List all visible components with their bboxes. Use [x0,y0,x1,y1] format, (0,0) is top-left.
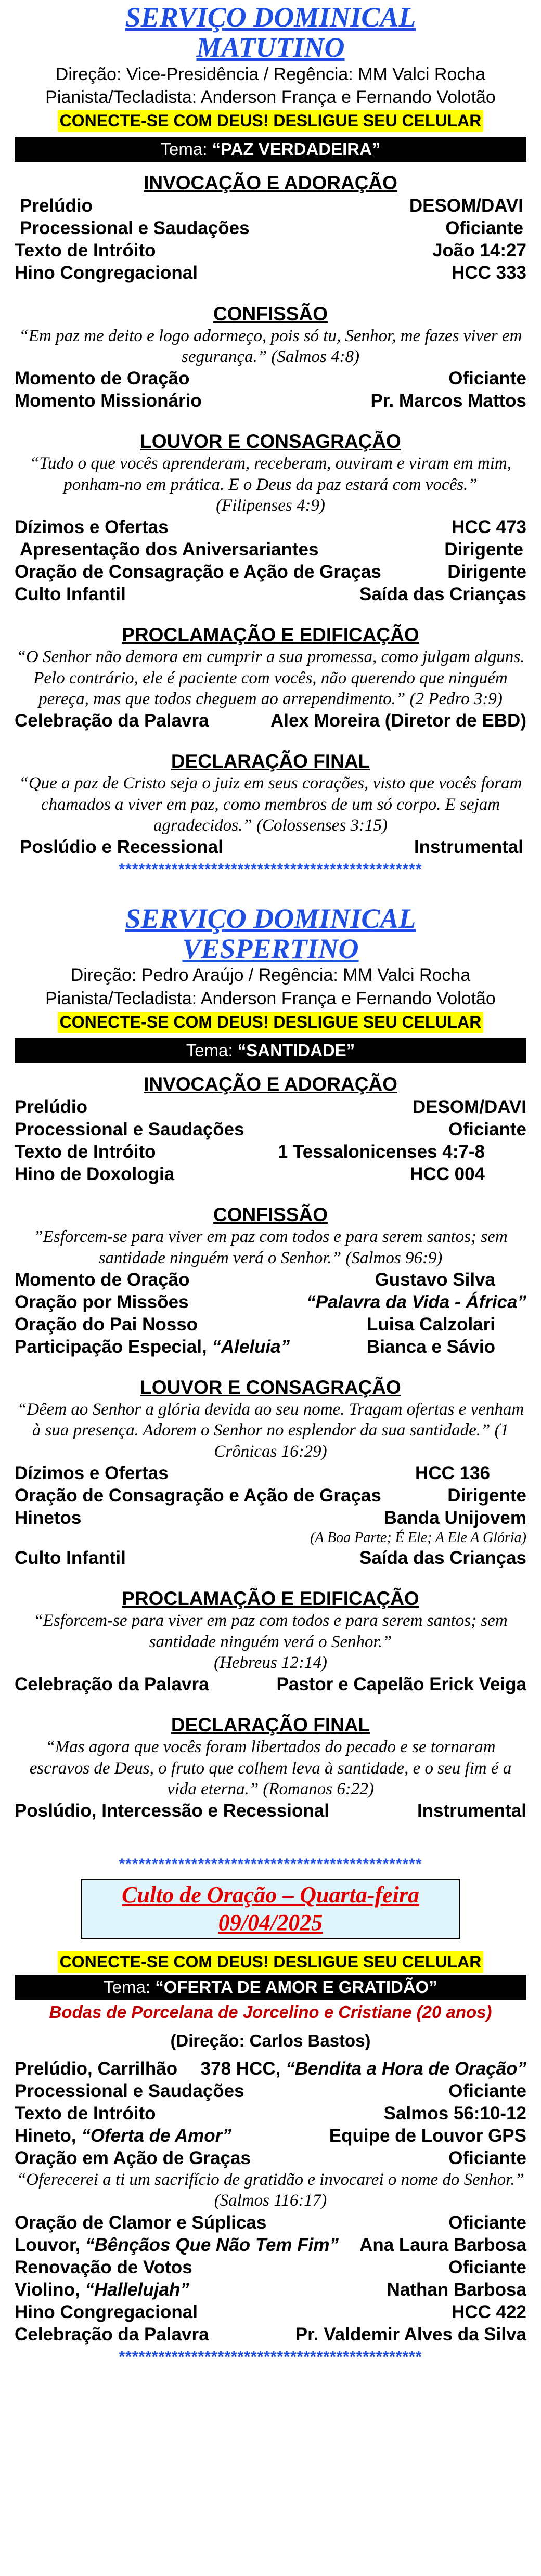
list-item: Hino de Doxologia HCC 004 [15,1164,485,1185]
oracao-verse: “Oferecerei a ti um sacrifício de gratidão e invocarei o nome do Senhor.” (Salmos 116:17) [16,2170,525,2210]
matutino-louvor-verse-ref: (Filipenses 4:9) [216,496,325,515]
matutino-confissao-verse: “Em paz me deito e logo adormeço, pois só tu, Senhor, me fazes viver em segurança.” (Salmos 4:8) [19,326,522,366]
matutino-title-line1: SERVIÇO DOMINICAL [125,2,416,33]
list-item: Momento Missionário Pr. Marcos Mattos [15,391,526,411]
vespertino-louvor-verse: “Dêem ao Senhor a glória devida ao seu nome. Tragam ofertas e venham à sua presença. Adorem o Senhor no esplendor da sua santidade.” (1 Crônicas 16:29) [17,1400,524,1461]
matutino-title-line2: MATUTINO [196,32,345,63]
vespertino-star-divider: ********************************************** [119,1856,422,1873]
vespertino-confissao-heading: CONFISSÃO [213,1204,328,1226]
list-item: Oração em Ação de Graças Oficiante [15,2147,526,2168]
vespertino-proclamacao-verse: “Esforcem-se para viver em paz com todos e para serem santos; sem santidade ninguém verá o Senhor.” [33,1611,508,1651]
matutino-star-divider: ********************************************** [119,861,422,878]
oracao-direcao: (Direção: Carlos Bastos) [170,2030,371,2050]
matutino-theme-label: Tema: [160,139,212,159]
vespertino-direcao: Direção: Pedro Araújo / Regência: MM Valci Rocha [70,965,471,986]
list-item: Oração de Consagração e Ação de Graças Dirigente [15,562,526,582]
list-item: Dízimos e Ofertas HCC 136 [15,1462,490,1483]
list-item: Celebração da Palavra Pastor e Capelão Erick Veiga [15,1674,526,1695]
matutino-declaracao-verse: “Que a paz de Cristo seja o juiz em seus corações, visto que vocês foram chamados a viver em paz, como membros de um só corpo. E sejam agradecidos.” (Colossenses 3:15) [19,774,522,835]
list-item: Prelúdio DESOM/DAVI [15,1097,526,1118]
list-item: Oração do Pai Nosso Luisa Calzolari [15,1314,495,1335]
list-item: Celebração da Palavra Alex Moreira (Diretor de EBD) [15,710,526,731]
list-item: Oração por Missões “Palavra da Vida - África” [15,1291,526,1312]
list-item: Culto Infantil Saída das Crianças [15,584,526,605]
matutino-invocacao-heading: INVOCAÇÃO E ADORAÇÃO [144,172,397,194]
matutino-phone-banner: CONECTE-SE COM DEUS! DESLIGUE SEU CELULAR [58,110,484,132]
oracao-star-divider: ********************************************** [119,2348,422,2365]
matutino-direcao: Direção: Vice-Presidência / Regência: MM Valci Rocha [55,64,486,84]
vespertino-proclamacao-heading: PROCLAMAÇÃO E EDIFICAÇÃO [122,1588,419,1610]
list-item: Hino Congregacional HCC 333 [15,263,526,283]
matutino-pianista: Pianista/Tecladista: Anderson França e Fernando Volotão [45,87,496,107]
vespertino-declaracao-heading: DECLARAÇÃO FINAL [171,1714,370,1736]
list-item: Oração de Consagração e Ação de Graças Dirigente [15,1485,526,1506]
list-item: Prelúdio, Carrilhão 378 HCC, “Bendita a Hora de Oração” [15,2058,526,2079]
prayer-service-title: Culto de Oração – Quarta-feira 09/04/2025 [81,1879,460,1939]
matutino-proclamacao-heading: PROCLAMAÇÃO E EDIFICAÇÃO [122,624,419,646]
list-item: Oração de Clamor e Súplicas Oficiante [15,2212,526,2233]
vespertino-theme-bar [15,1038,526,1063]
matutino-proclamacao-verse: “O Senhor não demora em cumprir a sua promessa, como julgam alguns. Pelo contrário, ele é paciente com vocês, não querendo que ninguém pereça, mas que todos cheguem ao arrependimento.” (2 Pedro 3:9) [16,648,525,708]
list-item: Violino, “Hallelujah” Nathan Barbosa [15,2279,526,2300]
list-item: Hineto, “Oferta de Amor” Equipe de Louvor GPS [15,2125,526,2146]
list-item: Renovação de Votos Oficiante [15,2257,526,2277]
list-item: Louvor, “Bênçãos Que Não Tem Fim” Ana Laura Barbosa [15,2234,526,2255]
list-item: Celebração da Palavra Pr. Valdemir Alves da Silva [15,2324,526,2345]
oracao-phone-banner: CONECTE-SE COM DEUS! DESLIGUE SEU CELULAR [58,1951,484,1973]
list-item: Apresentação dos Aniversariantes Dirigente [20,539,523,560]
list-item: Momento de Oração Oficiante [15,368,526,389]
matutino-confissao-heading: CONFISSÃO [213,303,328,325]
matutino-theme: “PAZ VERDADEIRA” [212,139,381,159]
vespertino-proclamacao-verse-ref: (Hebreus 12:14) [214,1653,327,1672]
list-item: Prelúdio DESOM/DAVI [20,196,523,216]
vespertino-louvor-heading: LOUVOR E CONSAGRAÇÃO [140,1377,401,1399]
list-item: Dízimos e Ofertas HCC 473 [15,517,526,538]
list-item: Texto de Intróito João 14:27 [15,240,526,261]
matutino-theme-bar [15,137,526,162]
list-item: Poslúdio, Intercessão e Recessional Instrumental [15,1801,526,1821]
oracao-bodas: Bodas de Porcelana de Jorcelino e Cristiane (20 anos) [49,2002,492,2022]
matutino-louvor-heading: LOUVOR E CONSAGRAÇÃO [140,431,401,452]
list-item: Processional e Saudações Oficiante [15,1119,526,1140]
vespertino-declaracao-verse: “Mas agora que vocês foram libertados do pecado e se tornaram escravos de Deus, o fruto que colhem leva à santidade, e o seu fim é a vida eterna.” (Romanos 6:22) [29,1738,512,1798]
matutino-title [15,2,526,63]
list-item: Processional e Saudações Oficiante [20,218,523,239]
vespertino-confissao-verse: ”Esforcem-se para viver em paz com todos e para serem santos; sem santidade ninguém verá o Senhor.” (Salmos 96:9) [33,1227,508,1267]
oracao-theme-label: Tema: [104,1977,156,1997]
list-item: Processional e Saudações Oficiante [15,2080,526,2101]
list-item: Texto de Intróito 1 Tessalonicenses 4:7-8 [15,1142,485,1162]
vespertino-theme: “SANTIDADE” [237,1040,355,1060]
list-item: Momento de Oração Gustavo Silva [15,1269,495,1290]
matutino-louvor-verse: “Tudo o que vocês aprenderam, receberam, ouviram e viram em mim, ponham-no em prática. E o Deus da paz estará com vocês.” [30,454,511,494]
vespertino-phone-banner: CONECTE-SE COM DEUS! DESLIGUE SEU CELULAR [58,1012,484,1033]
list-item: Hinetos Banda Unijovem [15,1508,526,1529]
list-item: Poslúdio e Recessional Instrumental [20,837,523,858]
vespertino-pianista: Pianista/Tecladista: Anderson França e Fernando Volotão [45,988,496,1008]
list-item: Participação Especial, “Aleluia” Bianca e Sávio [15,1337,495,1357]
vespertino-hinetos-note: (A Boa Parte; É Ele; A Ele A Glória) [310,1530,526,1546]
vespertino-title [15,903,526,964]
vespertino-invocacao-heading: INVOCAÇÃO E ADORAÇÃO [144,1073,397,1095]
vespertino-title-line1: SERVIÇO DOMINICAL [125,902,416,934]
oracao-theme: “OFERTA DE AMOR E GRATIDÃO” [155,1977,437,1997]
vespertino-theme-label: Tema: [186,1040,238,1060]
list-item: Culto Infantil Saída das Crianças [15,1548,526,1569]
matutino-declaracao-heading: DECLARAÇÃO FINAL [171,750,370,772]
vespertino-title-line2: VESPERTINO [182,933,359,965]
matutino-invocacao-list [15,195,526,284]
oracao-theme-bar [15,1975,526,2000]
list-item: Texto de Intróito Salmos 56:10-12 [15,2103,526,2124]
list-item: Hino Congregacional HCC 422 [15,2301,526,2322]
